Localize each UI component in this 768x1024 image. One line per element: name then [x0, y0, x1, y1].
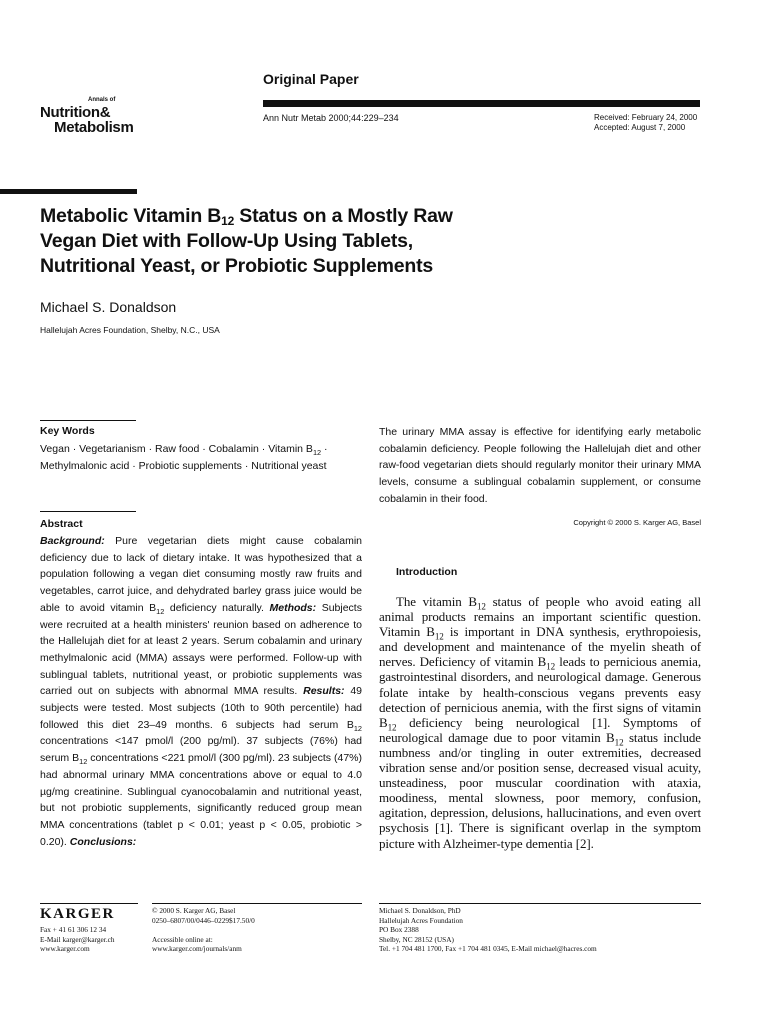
abstract-results-text-2: concentrations <147 pmol/l (200 pg/ml). 37 subjects (76%) had serum B — [40, 735, 362, 765]
intro-sub-4: 12 — [387, 722, 397, 733]
abstract-subscript-c: 12 — [79, 757, 88, 767]
karger-website[interactable]: www.karger.com — [40, 944, 90, 953]
contact-organization: Hallelujah Acres Foundation — [379, 915, 463, 925]
footer-rule-1 — [40, 903, 138, 904]
abstract-methods-label: Methods: — [269, 601, 317, 614]
accepted-date: Accepted: August 7, 2000 — [594, 123, 686, 132]
abstract-background-text-2: deficiency naturally. — [164, 601, 264, 614]
received-date: Received: February 24, 2000 — [594, 113, 698, 122]
keywords-subscript: 12 — [312, 448, 322, 458]
article-title — [40, 204, 600, 279]
abstract-conclusion-text: The urinary MMA assay is effective for identifying early metabolic cobalamin deficiency. People following the Hallelujah diet and other raw-food vegetarian diets should regularly monitor their urinary MMA levels, consume a sublingual cobalamin supplement, or consume cobalamin in their food. — [379, 426, 701, 505]
author-name: Michael S. Donaldson — [40, 299, 177, 315]
contact-name: Michael S. Donaldson, PhD — [379, 906, 461, 915]
abstract-results-text-3: concentrations <221 pmol/l (300 pg/ml). 23 subjects (47%) had abnormal urinary MMA concentrations above or equal to 4.0 µg/mg creatinine. Sublingual cyanocobalamin and nutritional yeast, but not probiotic supplements, significantly reduced group mean MMA concentrations (tablet p < 0.01; yeast p < 0.05, probiotic > 0.20). — [40, 752, 362, 848]
contact-po-box: PO Box 2388 — [379, 925, 419, 934]
intro-part-2: status of people who avoid eating all animal products remains an important scientific question. Vitamin B — [379, 594, 701, 640]
keywords-heading: Key Words — [40, 425, 95, 437]
intro-sub-1: 12 — [476, 601, 486, 612]
copyright-notice: Copyright © 2000 S. Karger AG, Basel — [573, 518, 701, 527]
abstract-text — [40, 533, 362, 850]
intro-sub-2: 12 — [434, 631, 444, 642]
intro-part-6: status include numbness and/or tingling in outer extremities, decreased vibration sense and/or position sense, decreased visual acuity, unsteadiness, poor muscular coordination with ataxia, moodiness, mental slowness, poor memory, confusion, agitation, depression, delusions, hallucinations, and even overt psychosis [1]. There is significant overlap in the symptom picture with Alzheimer-type dementia [2]. — [379, 729, 701, 851]
abstract-results-text-1: 49 subjects were tested. Most subjects (10th to 90th percentile) had followed this diet 23–49 months. 6 subjects had serum B — [40, 685, 362, 731]
intro-sub-3: 12 — [546, 661, 556, 672]
abstract-methods-text: Subjects were recruited at a health ministers' reunion based on adherence to the Hallelujah diet for at least 2 years. Serum cobalamin and urinary methylmalonic acid (MMA) assays were performed. Follow-up with sublingual tablets, nutritional yeast, or probiotic supplements was carried out on subjects with abnormal MMA results. — [40, 601, 362, 698]
karger-price-code: 0250–6807/00/0446–0229$17.50/0 — [152, 915, 255, 925]
intro-part-1: The vitamin B — [396, 594, 477, 609]
footer-rule-3 — [379, 903, 701, 904]
title-line-3: Nutritional Yeast, or Probiotic Supplements — [40, 255, 434, 277]
abstract-subscript-a: 12 — [156, 606, 165, 616]
karger-copyright: © 2000 S. Karger AG, Basel — [152, 906, 236, 915]
logo-line-1: Nutrition& — [40, 104, 111, 121]
logo-line-2: Metabolism — [54, 119, 134, 136]
title-line-1 — [40, 204, 600, 229]
journal-reference: Ann Nutr Metab 2000;44:229–234 — [263, 113, 399, 123]
karger-contact — [40, 925, 115, 954]
contact-phone-email: Tel. +1 704 481 1700, Fax +1 704 481 0345, E-Mail michael@hacres.com — [379, 944, 597, 953]
abstract-heading: Abstract — [40, 518, 83, 530]
title-line-1-post: Status on a Mostly Raw — [234, 205, 453, 227]
keywords-text — [40, 441, 362, 475]
header-rule — [263, 100, 700, 107]
abstract-rule — [40, 511, 136, 512]
intro-part-5: deficiency being neurological [1]. Symptoms of neurological damage due to poor vitamin B — [379, 714, 701, 745]
journal-logo — [40, 96, 180, 140]
karger-publication-info — [152, 906, 255, 954]
abstract-background-text: Pure vegetarian diets might cause cobalamin deficiency due to lack of dietary intake. It was hypothesized that a population following a vegan diet consuming mostly raw fruits and vegetables, carrot juice, and dehydrated barley grass juice would be able to avoid vitamin B — [40, 535, 362, 614]
logo-annals-text: Annals of — [88, 97, 116, 103]
abstract-results-label: Results: — [303, 685, 345, 698]
karger-email[interactable]: E-Mail karger@karger.ch — [40, 934, 115, 944]
author-affiliation: Hallelujah Acres Foundation, Shelby, N.C., USA — [40, 325, 220, 335]
paper-type-label: Original Paper — [263, 71, 359, 87]
title-line-2: Vegan Diet with Follow-Up Using Tablets, — [40, 230, 413, 252]
keywords-part-1: Vegan · Vegetarianism · Raw food · Cobalamin · Vitamin B — [40, 443, 313, 455]
accessible-online-label: Accessible online at: — [152, 934, 213, 944]
correspondence-address — [379, 906, 597, 954]
keywords-part-2: · Methylmalonic acid · Probiotic supplements · Nutritional yeast — [40, 443, 328, 472]
left-accent-rule — [0, 189, 137, 194]
received-accepted-dates — [594, 113, 697, 133]
intro-part-3: is important in DNA synthesis, erythropoiesis, and development and maintenance of the myelin sheath of nerves. Deficiency of vitamin B — [379, 624, 701, 670]
karger-spacer — [152, 925, 255, 935]
contact-city: Shelby, NC 28152 (USA) — [379, 934, 454, 944]
karger-fax: Fax + 41 61 306 12 34 — [40, 925, 107, 934]
title-subscript: 12 — [221, 214, 235, 228]
abstract-conclusions-label: Conclusions: — [69, 835, 137, 848]
footer-rule-2 — [152, 903, 362, 904]
title-line-1-pre: Metabolic Vitamin B — [40, 205, 222, 227]
journal-url[interactable]: www.karger.com/journals/anm — [152, 944, 242, 953]
intro-sub-5: 12 — [614, 737, 624, 748]
intro-part-4: leads to pernicious anemia, gastrointestinal disorders, and neurological damage. Generous folate intake by health-conscious vegans prevents easy detection of pernicious anemia, with the first signs of vitamin B — [379, 654, 701, 730]
introduction-text — [379, 594, 701, 851]
karger-logo: KARGER — [40, 906, 115, 922]
abstract-background-label: Background: — [40, 535, 105, 547]
abstract-subscript-b: 12 — [353, 723, 362, 733]
introduction-heading: Introduction — [396, 566, 458, 578]
keywords-rule — [40, 420, 136, 421]
